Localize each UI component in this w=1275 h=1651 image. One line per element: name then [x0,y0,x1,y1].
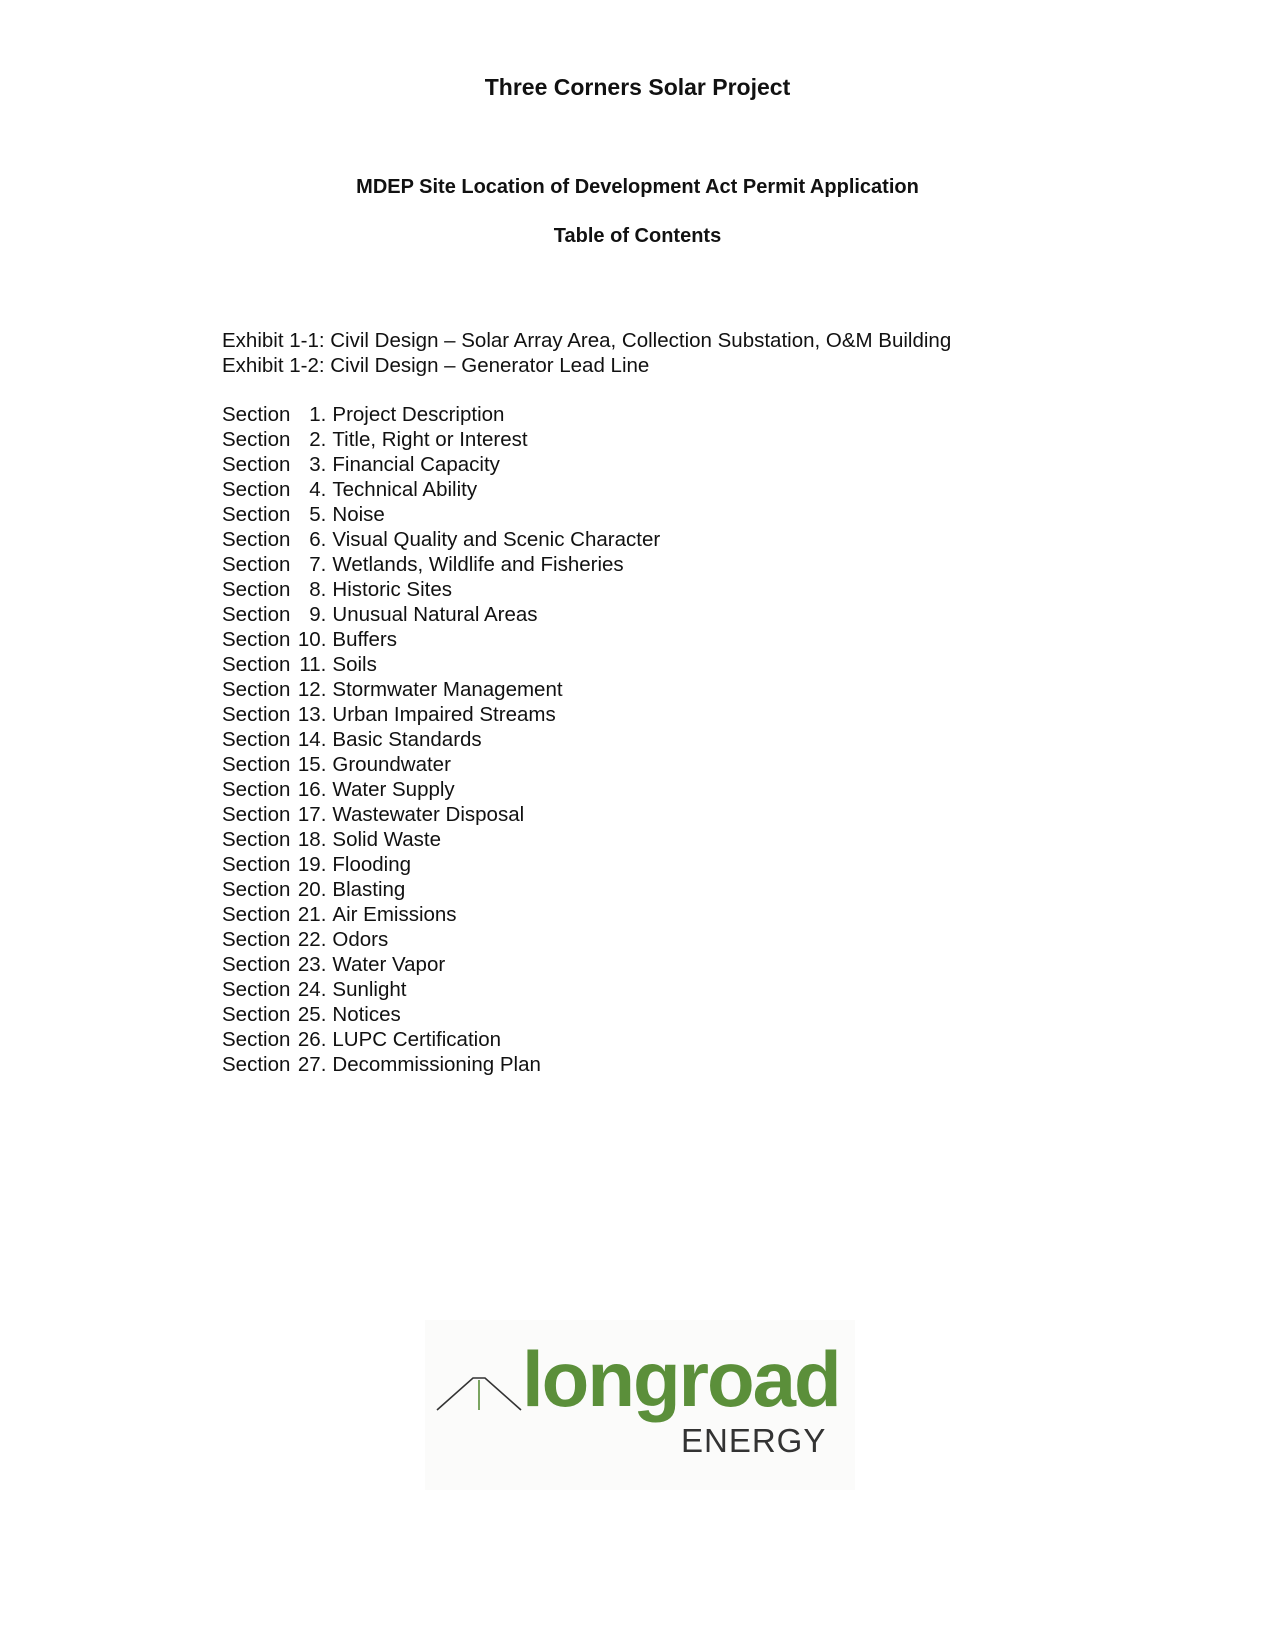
section-label: Section [222,978,291,1001]
section-label: Section [222,603,291,626]
section-title: Buffers [332,628,397,651]
section-number: 16. [297,778,327,801]
section-number: 10. [297,628,327,651]
section-label: Section [222,953,291,976]
section-label: Section [222,928,291,951]
section-item [222,752,660,777]
section-label: Section [222,1053,291,1076]
section-number: 14. [297,728,327,751]
section-label: Section [222,803,291,826]
section-label: Section [222,1003,291,1026]
section-number: 12. [297,678,327,701]
section-item [222,927,660,952]
section-title: Soils [332,653,377,676]
section-label: Section [222,703,291,726]
section-label: Section [222,828,291,851]
section-item [222,452,660,477]
section-item [222,427,660,452]
section-item [222,1027,660,1052]
section-title: Sunlight [332,978,407,1001]
section-number: 25. [297,1003,327,1026]
section-number: 1. [309,403,327,426]
section-item [222,677,660,702]
section-number: 27. [297,1053,327,1076]
section-number: 17. [297,803,327,826]
exhibit-item: Exhibit 1-1: Civil Design – Solar Array Area, Collection Substation, O&M Building [222,329,952,352]
section-list [222,402,660,1077]
section-title: Water Supply [332,778,455,801]
section-title: Noise [332,503,385,526]
section-label: Section [222,878,291,901]
section-number: 11. [299,653,327,676]
section-item [222,502,660,527]
section-item [222,552,660,577]
section-title: Blasting [332,878,406,901]
section-item [222,527,660,552]
section-label: Section [222,428,291,451]
section-number: 9. [309,603,327,626]
section-item [222,952,660,977]
section-item [222,602,660,627]
logo-subtitle: ENERGY [681,1422,827,1459]
section-number: 8. [309,578,327,601]
section-label: Section [222,753,291,776]
section-label: Section [222,778,291,801]
section-label: Section [222,853,291,876]
section-item [222,402,660,427]
section-number: 23. [297,953,327,976]
section-item [222,877,660,902]
section-number: 24. [297,978,327,1001]
section-title: Groundwater [332,753,451,776]
logo-wordmark: longroad [522,1335,840,1423]
section-label: Section [222,553,291,576]
section-item [222,652,660,677]
application-title: MDEP Site Location of Development Act Permit Application [356,176,919,198]
section-number: 22. [297,928,327,951]
section-number: 7. [309,553,327,576]
section-item [222,977,660,1002]
section-number: 21. [297,903,327,926]
section-label: Section [222,578,291,601]
section-label: Section [222,528,291,551]
section-label: Section [222,453,291,476]
exhibit-item: Exhibit 1-2: Civil Design – Generator Lead Line [222,354,650,377]
section-title: Financial Capacity [332,453,500,476]
section-label: Section [222,503,291,526]
section-item [222,1052,660,1077]
section-title: Water Vapor [332,953,446,976]
section-title: Technical Ability [332,478,478,501]
section-title: Solid Waste [332,828,442,851]
section-number: 20. [297,878,327,901]
section-title: Notices [332,1003,401,1026]
section-title: Air Emissions [332,903,457,926]
section-label: Section [222,1028,291,1051]
section-item [222,802,660,827]
toc-heading: Table of Contents [553,225,722,247]
exhibit-list [222,328,951,378]
section-item [222,577,660,602]
section-label: Section [222,403,291,426]
company-logo [425,1320,855,1490]
section-item [222,852,660,877]
section-title: Visual Quality and Scenic Character [332,528,661,551]
section-number: 5. [309,503,327,526]
section-number: 18. [297,828,327,851]
section-number: 13. [297,703,327,726]
section-number: 15. [297,753,327,776]
section-title: Title, Right or Interest [332,428,528,451]
section-title: Wastewater Disposal [332,803,525,826]
section-number: 4. [309,478,327,501]
section-title: Unusual Natural Areas [332,603,538,626]
section-title: Urban Impaired Streams [332,703,556,726]
section-item [222,627,660,652]
section-title: Basic Standards [332,728,482,751]
section-title: Historic Sites [332,578,452,601]
section-number: 2. [309,428,327,451]
section-number: 26. [297,1028,327,1051]
section-label: Section [222,678,291,701]
section-label: Section [222,628,291,651]
section-item [222,1002,660,1027]
section-label: Section [222,903,291,926]
section-item [222,827,660,852]
project-title: Three Corners Solar Project [484,74,791,100]
section-number: 6. [309,528,327,551]
section-title: Decommissioning Plan [332,1053,541,1076]
section-label: Section [222,653,291,676]
section-title: Odors [332,928,389,951]
section-title: Project Description [332,403,505,426]
section-title: Stormwater Management [332,678,563,701]
section-item [222,702,660,727]
mountain-road-icon [435,1372,525,1412]
section-item [222,902,660,927]
section-item [222,727,660,752]
section-title: Flooding [332,853,412,876]
section-title: LUPC Certification [332,1028,502,1051]
section-item [222,777,660,802]
section-item [222,477,660,502]
section-label: Section [222,728,291,751]
section-number: 3. [309,453,327,476]
section-title: Wetlands, Wildlife and Fisheries [332,553,624,576]
section-number: 19. [297,853,327,876]
section-label: Section [222,478,291,501]
